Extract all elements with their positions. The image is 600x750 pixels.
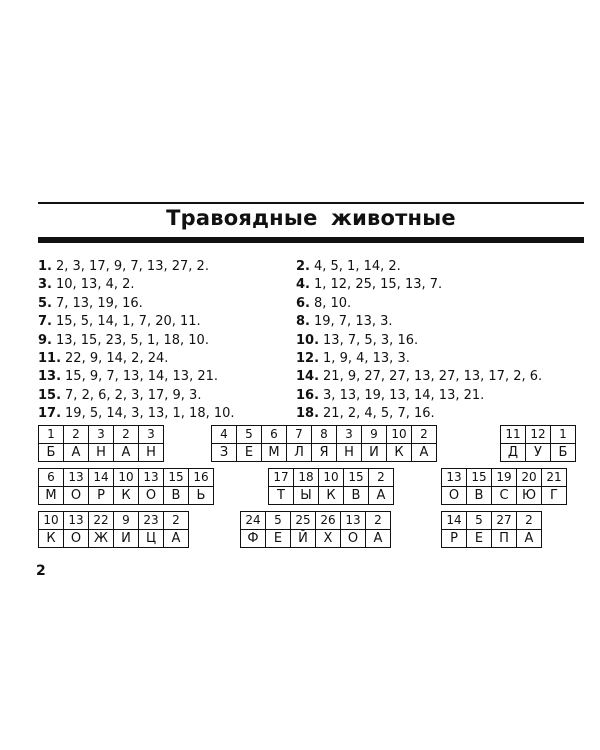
code-number-cell: 2 <box>517 512 542 530</box>
clue-number: 15. <box>38 387 62 403</box>
clue-row <box>38 332 235 350</box>
clue-row <box>38 368 235 386</box>
letter-cell: Й <box>291 530 316 548</box>
letter-cell: Х <box>316 530 341 548</box>
letter-cell: Е <box>266 530 291 548</box>
code-number-cell: 3 <box>89 426 114 444</box>
letter-cell: М <box>262 444 287 462</box>
clues-right-column <box>296 258 542 424</box>
clue-row <box>38 313 235 331</box>
code-number-cell: 2 <box>64 426 89 444</box>
clue-values: 2, 3, 17, 9, 7, 13, 27, 2. <box>55 259 209 274</box>
code-number-cell: 5 <box>237 426 262 444</box>
clue-number: 13. <box>38 369 62 385</box>
answer-grid-repa <box>441 511 542 548</box>
clue-values: 4, 5, 1, 14, 2. <box>313 259 401 274</box>
letter-cell: З <box>212 444 237 462</box>
letter-cell: Ь <box>189 487 214 505</box>
code-number-cell: 1 <box>551 426 576 444</box>
letter-cell: Б <box>551 444 576 462</box>
letter-cell: Ю <box>517 487 542 505</box>
clue-values: 1, 12, 25, 15, 13, 7. <box>313 277 443 293</box>
clue-row <box>296 295 542 313</box>
code-number-cell: 13 <box>139 469 164 487</box>
letter-cell: К <box>319 487 344 505</box>
clue-number: 6. <box>296 295 310 311</box>
code-number-cell: 13 <box>64 469 89 487</box>
clue-number: 7. <box>38 314 52 330</box>
letter-cell: Д <box>501 444 526 462</box>
answer-grid-tykva <box>268 468 394 505</box>
letter-cell: О <box>341 530 366 548</box>
letter-cell: П <box>492 530 517 548</box>
code-number-cell: 11 <box>501 426 526 444</box>
code-number-cell: 27 <box>492 512 517 530</box>
letter-cell: В <box>467 487 492 505</box>
code-number-cell: 9 <box>114 512 139 530</box>
code-number-cell: 20 <box>517 469 542 487</box>
clue-row <box>38 258 235 276</box>
letter-cell: А <box>517 530 542 548</box>
code-number-cell: 5 <box>467 512 492 530</box>
clue-row <box>38 295 235 313</box>
letter-cell: И <box>114 530 139 548</box>
code-number-cell: 22 <box>89 512 114 530</box>
letter-cell: М <box>39 487 64 505</box>
code-number-cell: 10 <box>319 469 344 487</box>
code-number-cell: 6 <box>262 426 287 444</box>
clue-row <box>38 387 235 405</box>
clue-row <box>38 350 235 368</box>
clue-values: 15, 5, 14, 1, 7, 20, 11. <box>55 314 201 330</box>
clue-values: 1, 9, 4, 13, 3. <box>323 351 410 367</box>
page-title: Травоядные животные <box>166 206 456 230</box>
code-number-cell: 10 <box>114 469 139 487</box>
code-number-cell: 15 <box>344 469 369 487</box>
letter-cell: А <box>412 444 437 462</box>
letter-cell: Ж <box>89 530 114 548</box>
code-number-cell: 26 <box>316 512 341 530</box>
clue-number: 17. <box>38 406 62 422</box>
clue-values: 7, 2, 6, 2, 3, 17, 9, 3. <box>65 387 202 403</box>
code-number-cell: 2 <box>366 512 391 530</box>
clue-values: 21, 2, 4, 5, 7, 16. <box>323 406 435 422</box>
letter-cell: В <box>344 487 369 505</box>
clue-number: 12. <box>296 351 320 367</box>
clue-values: 19, 5, 14, 3, 13, 1, 18, 10. <box>65 406 235 422</box>
letter-cell: К <box>114 487 139 505</box>
letter-cell: А <box>114 444 139 462</box>
clue-values: 3, 13, 19, 13, 14, 13, 21. <box>323 387 485 403</box>
code-number-cell: 16 <box>189 469 214 487</box>
letter-cell: Р <box>442 530 467 548</box>
letter-cell: Г <box>542 487 567 505</box>
letter-cell: Ы <box>294 487 319 505</box>
letter-cell: Т <box>269 487 294 505</box>
clues-left-column <box>38 258 235 424</box>
code-number-cell: 18 <box>294 469 319 487</box>
letter-cell: Е <box>237 444 262 462</box>
clue-row <box>38 276 235 294</box>
code-number-cell: 8 <box>312 426 337 444</box>
clue-row <box>296 368 542 386</box>
answer-grid-banan <box>38 425 164 462</box>
clue-values: 22, 9, 14, 2, 24. <box>65 351 169 367</box>
code-number-cell: 25 <box>291 512 316 530</box>
clue-number: 4. <box>296 277 310 293</box>
page-number: 2 <box>36 563 46 579</box>
letter-cell: С <box>492 487 517 505</box>
letter-cell: Р <box>89 487 114 505</box>
clue-values: 19, 7, 13, 3. <box>313 314 393 330</box>
letter-cell: О <box>64 487 89 505</box>
clue-number: 18. <box>296 406 320 422</box>
code-number-cell: 7 <box>287 426 312 444</box>
code-number-cell: 15 <box>467 469 492 487</box>
letter-cell: А <box>164 530 189 548</box>
clue-number: 8. <box>296 314 310 330</box>
clue-row <box>296 276 542 294</box>
letter-cell: О <box>442 487 467 505</box>
code-number-cell: 14 <box>442 512 467 530</box>
code-number-cell: 13 <box>442 469 467 487</box>
code-number-cell: 1 <box>39 426 64 444</box>
letter-cell: Ц <box>139 530 164 548</box>
letter-cell: А <box>366 530 391 548</box>
code-number-cell: 3 <box>139 426 164 444</box>
clue-row <box>296 258 542 276</box>
code-number-cell: 13 <box>341 512 366 530</box>
letter-cell: Б <box>39 444 64 462</box>
code-number-cell: 21 <box>542 469 567 487</box>
answer-grid-dub <box>500 425 576 462</box>
letter-cell: И <box>362 444 387 462</box>
code-number-cell: 13 <box>64 512 89 530</box>
code-number-cell: 15 <box>164 469 189 487</box>
clue-values: 7, 13, 19, 16. <box>55 295 143 311</box>
clue-number: 2. <box>296 259 310 274</box>
letter-cell: Ф <box>241 530 266 548</box>
answer-grid-feykhoa <box>240 511 391 548</box>
letter-cell: О <box>139 487 164 505</box>
code-number-cell: 2 <box>114 426 139 444</box>
clue-values: 21, 9, 27, 27, 13, 27, 13, 17, 2, 6. <box>323 369 543 385</box>
clue-row <box>296 387 542 405</box>
code-number-cell: 5 <box>266 512 291 530</box>
clue-row <box>296 405 542 423</box>
title-top-rule <box>38 202 584 204</box>
letter-cell: О <box>64 530 89 548</box>
clue-number: 10. <box>296 332 320 348</box>
answer-grid-zemlyanika <box>211 425 437 462</box>
code-number-cell: 2 <box>164 512 189 530</box>
letter-cell: Н <box>89 444 114 462</box>
clue-row <box>296 313 542 331</box>
letter-cell: В <box>164 487 189 505</box>
clue-number: 3. <box>38 277 52 293</box>
code-number-cell: 2 <box>369 469 394 487</box>
letter-cell: К <box>39 530 64 548</box>
clue-values: 13, 15, 23, 5, 1, 18, 10. <box>55 332 209 348</box>
code-number-cell: 19 <box>492 469 517 487</box>
code-number-cell: 10 <box>387 426 412 444</box>
letter-cell: Л <box>287 444 312 462</box>
clue-number: 11. <box>38 351 62 367</box>
letter-cell: К <box>387 444 412 462</box>
answer-grid-morkov <box>38 468 214 505</box>
letter-cell: А <box>64 444 89 462</box>
answer-grid-kozhitsa <box>38 511 189 548</box>
clue-values: 15, 9, 7, 13, 14, 13, 21. <box>65 369 219 385</box>
clue-number: 16. <box>296 387 320 403</box>
code-number-cell: 2 <box>412 426 437 444</box>
code-number-cell: 6 <box>39 469 64 487</box>
letter-cell: А <box>369 487 394 505</box>
code-number-cell: 9 <box>362 426 387 444</box>
letter-cell: Н <box>337 444 362 462</box>
letter-cell: У <box>526 444 551 462</box>
code-number-cell: 17 <box>269 469 294 487</box>
clue-values: 10, 13, 4, 2. <box>55 277 135 293</box>
clue-row <box>296 332 542 350</box>
letter-cell: Н <box>139 444 164 462</box>
letter-cell: Е <box>467 530 492 548</box>
code-number-cell: 4 <box>212 426 237 444</box>
code-number-cell: 14 <box>89 469 114 487</box>
letter-cell: Я <box>312 444 337 462</box>
clue-values: 13, 7, 5, 3, 16. <box>323 332 419 348</box>
code-number-cell: 3 <box>337 426 362 444</box>
answer-grid-ovsyug <box>441 468 567 505</box>
code-number-cell: 10 <box>39 512 64 530</box>
clue-row <box>38 405 235 423</box>
clue-values: 8, 10. <box>313 295 352 311</box>
clue-number: 1. <box>38 259 52 274</box>
code-number-cell: 12 <box>526 426 551 444</box>
title-bottom-rule <box>38 237 584 243</box>
clue-number: 14. <box>296 369 320 385</box>
clue-row <box>296 350 542 368</box>
code-number-cell: 23 <box>139 512 164 530</box>
clue-number: 9. <box>38 332 52 348</box>
code-number-cell: 24 <box>241 512 266 530</box>
clue-number: 5. <box>38 295 52 311</box>
